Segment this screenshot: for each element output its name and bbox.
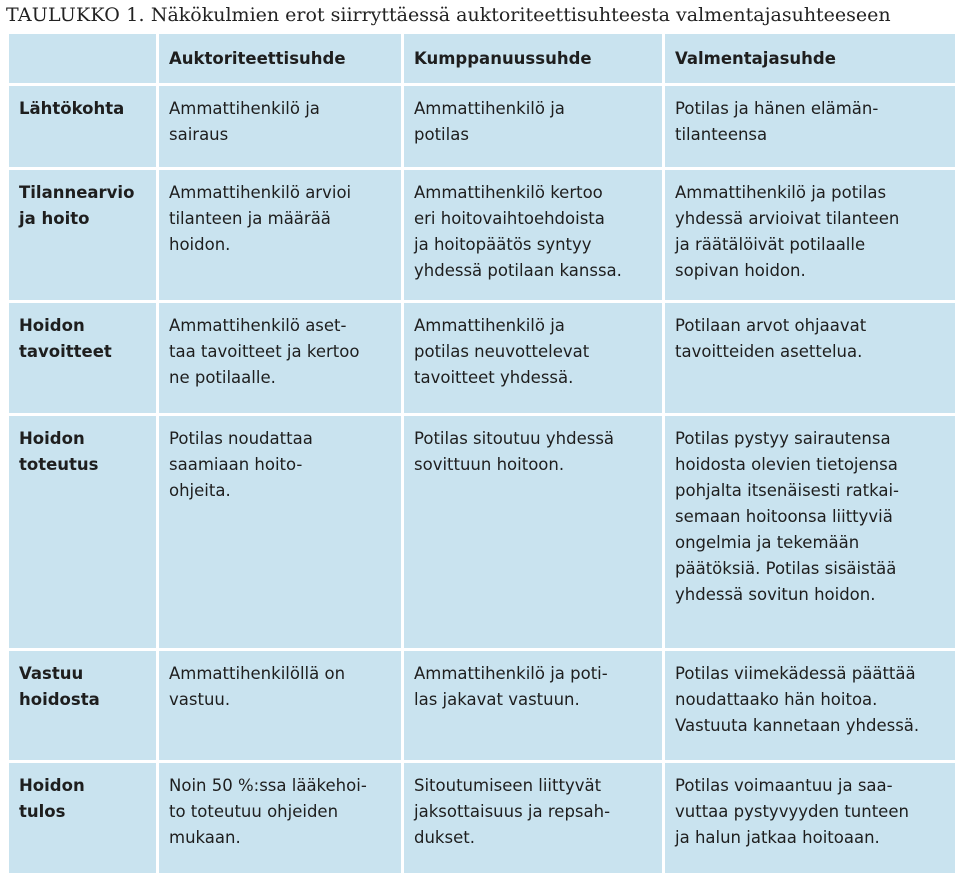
table-row [9, 86, 955, 167]
table-caption-label: TAULUKKO 1. [6, 4, 145, 26]
table-cell: Potilas viimekädessä päättää noudattaako hän hoitoa. Vastuuta kannetaan yhdessä. [665, 651, 955, 761]
table-row [9, 763, 955, 873]
row-header-tilannearvio: Tilannearvio ja hoito [9, 170, 156, 300]
table-cell: Potilaan arvot ohjaavat tavoitteiden asettelua. [665, 303, 955, 413]
table-cell: Ammattihenkilö kertoo eri hoitovaihtoehdoista ja hoitopäätös syntyy yhdessä potilaan kanssa. [404, 170, 662, 300]
table-row [9, 170, 955, 300]
comparison-table [6, 31, 958, 876]
row-header-hoidon-toteutus: Hoidon toteutus [9, 416, 156, 648]
table-cell: Ammattihenkilö aset- taa tavoitteet ja kertoo ne potilaalle. [159, 303, 401, 413]
row-header-lahtokohta: Lähtökohta [9, 86, 156, 167]
table-cell: Potilas sitoutuu yhdessä sovittuun hoitoon. [404, 416, 662, 648]
table-cell: Noin 50 %:ssa lääkehoi- to toteutuu ohjeiden mukaan. [159, 763, 401, 873]
table-cell: Ammattihenkilöllä on vastuu. [159, 651, 401, 761]
row-header-vastuu-hoidosta: Vastuu hoidosta [9, 651, 156, 761]
table-row [9, 651, 955, 761]
table-cell: Ammattihenkilö ja sairaus [159, 86, 401, 167]
table-row [9, 416, 955, 648]
row-header-hoidon-tulos: Hoidon tulos [9, 763, 156, 873]
table-cell: Potilas ja hänen elämän- tilanteensa [665, 86, 955, 167]
column-header-valmentajasuhde: Valmentajasuhde [665, 34, 955, 83]
table-cell: Ammattihenkilö ja poti- las jakavat vastuun. [404, 651, 662, 761]
table-corner-cell [9, 34, 156, 83]
table-cell: Ammattihenkilö ja potilas [404, 86, 662, 167]
column-header-kumppanuussuhde: Kumppanuussuhde [404, 34, 662, 83]
table-cell: Potilas pystyy sairautensa hoidosta olevien tietojensa pohjalta itsenäisesti ratkai- semaan hoitoonsa liittyviä ongelmia ja tekemään päätöksiä. Potilas sisäistää yhdessä sovitun hoidon. [665, 416, 955, 648]
table-cell: Ammattihenkilö ja potilas yhdessä arvioivat tilanteen ja räätälöivät potilaalle sopivan hoidon. [665, 170, 955, 300]
table-cell: Potilas voimaantuu ja saa- vuttaa pystyvyyden tunteen ja halun jatkaa hoitoaan. [665, 763, 955, 873]
column-header-auktoriteettisuhde: Auktoriteettisuhde [159, 34, 401, 83]
table-cell: Potilas noudattaa saamiaan hoito- ohjeita. [159, 416, 401, 648]
row-header-hoidon-tavoitteet: Hoidon tavoitteet [9, 303, 156, 413]
table-cell: Ammattihenkilö ja potilas neuvottelevat tavoitteet yhdessä. [404, 303, 662, 413]
table-cell: Ammattihenkilö arvioi tilanteen ja määrää hoidon. [159, 170, 401, 300]
table-cell: Sitoutumiseen liittyvät jaksottaisuus ja repsah- dukset. [404, 763, 662, 873]
table-row [9, 303, 955, 413]
table-caption-title: Näkökulmien erot siirryttäessä auktoriteettisuhteesta valmentajasuhteeseen [150, 4, 891, 26]
table-header-row [9, 34, 955, 83]
table-caption [6, 0, 956, 30]
